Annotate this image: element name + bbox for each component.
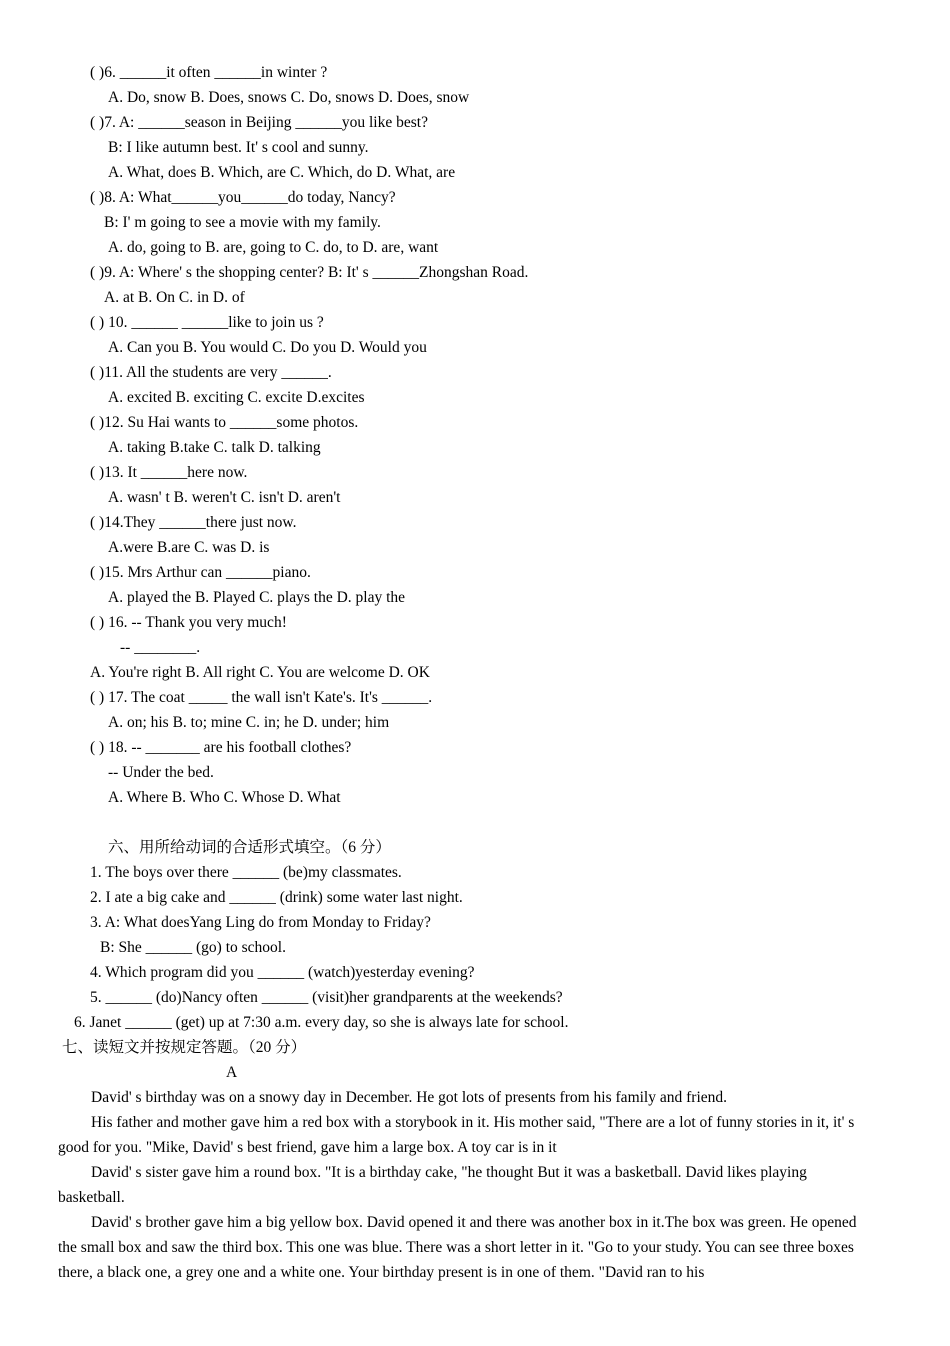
question-17: ( ) 17. The coat _____ the wall isn't Kate's. It's ______. (90, 689, 433, 706)
question-13: ( )13. It ______here now. (90, 464, 248, 481)
passage-label: A (226, 1064, 238, 1081)
question-16-reply: -- ________. (120, 639, 201, 656)
question-18-options: A. Where B. Who C. Whose D. What (108, 789, 341, 806)
passage-paragraph-4: David' s brother gave him a big yellow box. David opened it and there was another box in it.The box was green. He opened the small box and saw the third box. This one was blue. There was a short letter in it. "Go to your study. You can see three boxes there, a black one, a grey one and a white one. Your birthday present is in one of them. "David ran to his (58, 1214, 857, 1281)
question-9-options: A. at B. On C. in D. of (104, 289, 245, 306)
fill-item-4: 4. Which program did you ______ (watch)yesterday evening? (90, 964, 475, 981)
question-7-reply: B: I like autumn best. It' s cool and sunny. (108, 139, 369, 156)
question-15: ( )15. Mrs Arthur can ______piano. (90, 564, 311, 581)
fill-item-3-reply: B: She ______ (go) to school. (100, 939, 286, 956)
question-16-options: A. You're right B. All right C. You are welcome D. OK (90, 664, 430, 681)
section-6-title: 六、用所给动词的合适形式填空。（6 分） (108, 839, 391, 856)
question-15-options: A. played the B. Played C. plays the D. play the (108, 589, 406, 606)
question-9: ( )9. A: Where' s the shopping center? B: It' s ______Zhongshan Road. (90, 264, 529, 281)
question-7-options: A. What, does B. Which, are C. Which, do D. What, are (108, 164, 456, 181)
question-10-options: A. Can you B. You would C. Do you D. Would you (108, 339, 427, 356)
question-14: ( )14.They ______there just now. (90, 514, 297, 531)
passage-paragraph-2: His father and mother gave him a red box with a storybook in it. His mother said, "There are a lot of funny stories in it, it' s good for you. "Mike, David' s best friend, gave him a large box. A toy car is in it (58, 1114, 855, 1156)
question-12-options: A. taking B.take C. talk D. talking (108, 439, 321, 456)
fill-item-6: 6. Janet ______ (get) up at 7:30 a.m. every day, so she is always late for school. (74, 1014, 569, 1031)
question-18-reply: -- Under the bed. (108, 764, 214, 781)
question-8: ( )8. A: What______you______do today, Nancy? (90, 189, 396, 206)
question-6: ( )6. ______it often ______in winter ? (90, 64, 328, 81)
question-14-options: A.were B.are C. was D. is (108, 539, 270, 556)
section-7-title: 七、读短文并按规定答题。（20 分） (62, 1039, 307, 1056)
fill-item-5: 5. ______ (do)Nancy often ______ (visit)her grandparents at the weekends? (90, 989, 563, 1006)
question-11: ( )11. All the students are very ______. (90, 364, 332, 381)
question-12: ( )12. Su Hai wants to ______some photos. (90, 414, 359, 431)
fill-item-3: 3. A: What doesYang Ling do from Monday to Friday? (90, 914, 431, 931)
question-10: ( ) 10. ______ ______like to join us ? (90, 314, 324, 331)
passage-paragraph-1: David' s birthday was on a snowy day in December. He got lots of presents from his family and friend. (91, 1089, 727, 1106)
fill-item-1: 1. The boys over there ______ (be)my classmates. (90, 864, 402, 881)
question-13-options: A. wasn' t B. weren't C. isn't D. aren't (108, 489, 341, 506)
passage-paragraph-3: David' s sister gave him a round box. "It is a birthday cake, "he thought But it was a basketball. David likes playing basketball. (58, 1164, 807, 1206)
question-8-options: A. do, going to B. are, going to C. do, to D. are, want (108, 239, 439, 256)
question-16: ( ) 16. -- Thank you very much! (90, 614, 287, 631)
question-17-options: A. on; his B. to; mine C. in; he D. under; him (108, 714, 390, 731)
question-18: ( ) 18. -- _______ are his football clothes? (90, 739, 352, 756)
question-8-reply: B: I' m going to see a movie with my family. (104, 214, 381, 231)
question-11-options: A. excited B. exciting C. excite D.excites (108, 389, 365, 406)
question-7: ( )7. A: ______season in Beijing ______you like best? (90, 114, 428, 131)
fill-item-2: 2. I ate a big cake and ______ (drink) some water last night. (90, 889, 463, 906)
question-6-options: A. Do, snow B. Does, snows C. Do, snows D. Does, snow (108, 89, 470, 106)
